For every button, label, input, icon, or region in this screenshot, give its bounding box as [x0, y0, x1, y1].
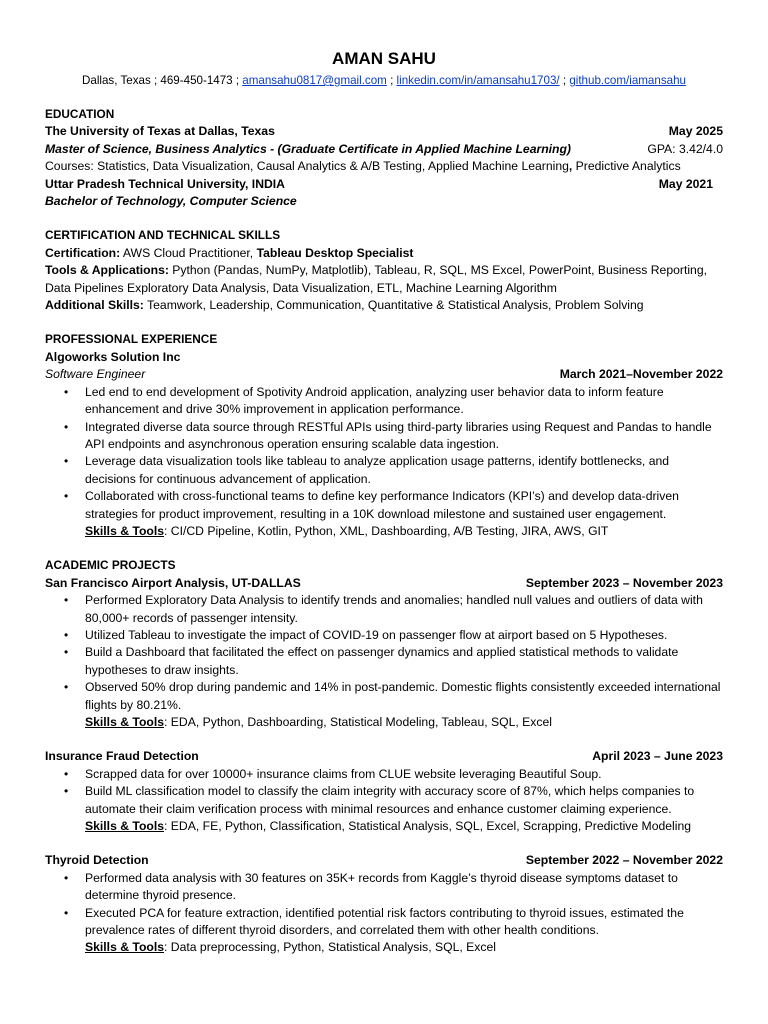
list-item: • Leverage data visualization tools like tableau to analyze application usage patterns, identify bottlenecks, and decisions for continuous advancement of application. [85, 453, 723, 488]
skills-heading: CERTIFICATION AND TECHNICAL SKILLS [45, 228, 281, 243]
certification-value: AWS Cloud Practitioner, [120, 245, 257, 260]
job-title: Software Engineer [45, 367, 146, 382]
projects-section [45, 557, 723, 957]
project-name: Insurance Fraud Detection [45, 749, 199, 764]
education-entry-uptu [45, 176, 723, 193]
tools-label: Tools & Applications: [45, 263, 169, 278]
list-item: • Integrated diverse data source through RESTful APIs using third-party libraries using Request and Pandas to handle API endpoints and asynchronous operation ensuring scalable data ingestion. [85, 419, 723, 454]
tools-line [45, 262, 723, 297]
additional-skills-line [45, 297, 723, 314]
project-name: Thyroid Detection [45, 853, 149, 868]
education-entry-utd [45, 123, 723, 140]
skills-section [45, 227, 723, 314]
project-dates: April 2023 – June 2023 [592, 749, 723, 764]
list-item: • Performed Exploratory Data Analysis to identify trends and anomalies; handled null values and outliers of data with 80,000+ records of passenger intensity. [85, 592, 723, 627]
contact-location-phone: Dallas, Texas ; 469-450-1473 ; [82, 74, 240, 87]
company-name: Algoworks Solution Inc [45, 349, 181, 364]
additional-skills-label: Additional Skills: [45, 298, 144, 313]
skills-tools-line [45, 714, 723, 731]
school-name: The University of Texas at Dallas, Texas [45, 124, 275, 139]
tools-value: Python (Pandas, NumPy, Matplotlib), Tableau, R, SQL, MS Excel, PowerPoint, Business Reporting, Data Pipelines Exploratory Data Analysis, Data Visualization, ETL, Machine Learning Algorithm [45, 263, 707, 295]
experience-section [45, 331, 723, 540]
project-header [45, 575, 723, 592]
courses-comma: , [568, 159, 573, 174]
certification-tableau: Tableau Desktop Specialist [256, 245, 414, 260]
project-bullets [45, 592, 723, 714]
skills-tools-label: Skills & Tools [85, 523, 165, 538]
projects-heading: ACADEMIC PROJECTS [45, 558, 176, 573]
skills-tools-value: : EDA, FE, Python, Classification, Statistical Analysis, SQL, Excel, Scrapping, Predictive Modeling [164, 819, 692, 834]
list-item: • Executed PCA for feature extraction, identified potential risk factors contributing to thyroid issues, estimated the prevalence rates of different thyroid disorders, and correlated them with other health conditions. [85, 905, 723, 940]
courses-text-end: Predictive Analytics [572, 159, 681, 174]
github-link[interactable]: github.com/iamansahu [569, 74, 686, 87]
certification-line [45, 245, 723, 262]
experience-bullets [45, 384, 723, 523]
project-name: San Francisco Airport Analysis, UT-DALLAS [45, 575, 301, 590]
list-item: • Performed data analysis with 30 features on 35K+ records from Kaggle’s thyroid disease symptoms dataset to determine thyroid presence. [85, 870, 723, 905]
skills-tools-label: Skills & Tools [85, 715, 165, 729]
additional-skills-value: Teamwork, Leadership, Communication, Quantitative & Statistical Analysis, Problem Solving [143, 298, 644, 313]
list-item: • Utilized Tableau to investigate the impact of COVID-19 on passenger flow at airport based on 5 Hypotheses. [85, 627, 723, 644]
list-item: • Led end to end development of Spotivity Android application, analyzing user behavior data to inform feature enhancement and drive 30% improvement in application performance. [85, 384, 723, 419]
project-thyroid [45, 852, 723, 956]
experience-heading: PROFESSIONAL EXPERIENCE [45, 332, 218, 347]
education-heading: EDUCATION [45, 107, 115, 121]
list-item: • Build ML classification model to classify the claim integrity with accuracy score of 87%, which helps companies to automate their claim verification process with minimal resources and enhance customer claiming experience. [85, 783, 723, 818]
project-dates: September 2022 – November 2022 [525, 853, 723, 868]
skills-tools-value: : Data preprocessing, Python, Statistical Analysis, SQL, Excel [164, 940, 496, 955]
project-sfo [45, 575, 723, 732]
contact-separator: ; [562, 74, 567, 87]
list-item: • Build a Dashboard that facilitated the effect on passenger dynamics and applied statistical methods to validate hypotheses to draw insights. [85, 644, 723, 679]
contact-line [45, 72, 723, 89]
list-item: • Collaborated with cross-functional teams to define key performance Indicators (KPI’s) and develop data-driven strategies for product improvement, resulting in a 10K download milestone and sustained user engagement. [85, 488, 723, 523]
degree-row [45, 141, 723, 158]
skills-tools-value: : CI/CD Pipeline, Kotlin, Python, XML, Dashboarding, A/B Testing, JIRA, AWS, GIT [164, 523, 609, 538]
project-bullets [45, 870, 723, 940]
degree-title: Master of Science, Business Analytics - (Graduate Certificate in Applied Machine Learning) [45, 141, 571, 156]
courses-text: Courses: Statistics, Data Visualization, Causal Analytics & A/B Testing, Applied Machine Learning [45, 159, 569, 174]
project-bullets [45, 766, 723, 818]
education-section [45, 106, 723, 210]
project-dates: September 2023 – November 2023 [525, 575, 723, 590]
degree-title: Bachelor of Technology, Computer Science [45, 194, 297, 209]
school-name: Uttar Pradesh Technical University, INDIA [45, 176, 285, 191]
contact-separator: ; [390, 74, 394, 87]
skills-tools-line [45, 523, 723, 540]
job-dates: March 2021–November 2022 [559, 367, 723, 382]
project-header [45, 852, 723, 869]
certification-label: Certification: [45, 245, 121, 260]
skills-tools-line [45, 818, 723, 835]
candidate-name: AMAN SAHU [332, 49, 436, 68]
list-item: • Observed 50% drop during pandemic and 14% in post-pandemic. Domestic flights consistently exceeded international flights by 80.21%. [85, 679, 723, 714]
courses-line [45, 158, 723, 175]
project-insurance-fraud [45, 748, 723, 835]
skills-tools-label: Skills & Tools [85, 940, 165, 955]
linkedin-link[interactable]: linkedin.com/in/amansahu1703/ [396, 74, 560, 87]
skills-tools-line [45, 939, 723, 956]
gpa: GPA: 3.42/4.0 [647, 141, 723, 156]
skills-tools-label: Skills & Tools [85, 819, 165, 834]
email-link[interactable]: amansahu0817@gmail.com [242, 74, 387, 87]
skills-tools-value: : EDA, Python, Dashboarding, Statistical Modeling, Tableau, SQL, Excel [164, 715, 552, 729]
graduation-date: May 2021 [658, 176, 713, 191]
list-item: • Scrapped data for over 10000+ insurance claims from CLUE website leveraging Beautiful Soup. [85, 766, 723, 783]
project-header [45, 748, 723, 765]
role-row [45, 366, 723, 383]
graduation-date: May 2025 [668, 124, 723, 139]
